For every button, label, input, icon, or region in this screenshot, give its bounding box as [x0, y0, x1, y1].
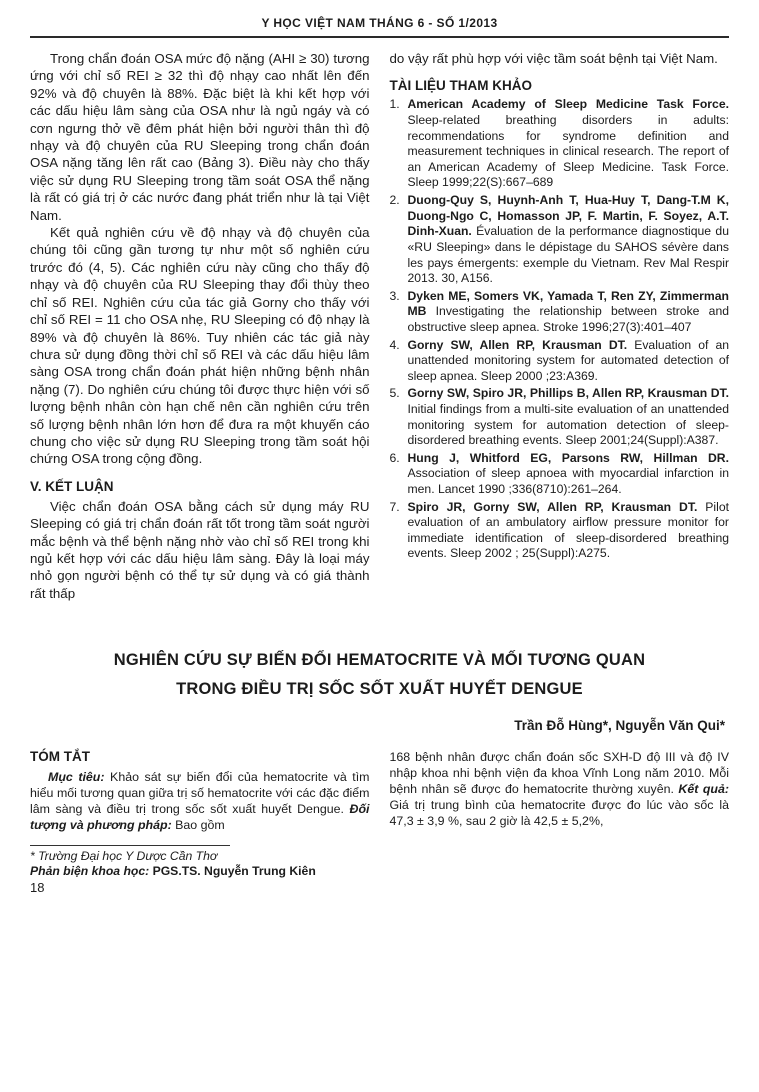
- article2-title: [30, 646, 729, 704]
- article1-left-column: [30, 50, 370, 602]
- reference-text: [408, 338, 730, 385]
- journal-header: [30, 16, 729, 38]
- article1-right-column: [390, 50, 730, 602]
- reference-detail: Sleep-related breathing disorders in adults: recommendations for syndrome definition and measurement techniques in clinical research. The report of an American Academy of Sleep Medicine. Task Force. Sleep 1999;22(S):667–689: [407, 113, 729, 190]
- reference-authors: Spiro JR, Gorny SW, Allen RP, Krausman DT.: [407, 499, 698, 514]
- reference-item: [390, 451, 730, 498]
- reference-text: [408, 97, 730, 191]
- reference-detail: Évaluation de la performance diagnostique du «RU Sleeping» dans le dépistage du SAHOS sévère dans les pays émergents: exemple du Vietnam. Rev Mal Respir 2013. 30, A156.: [407, 224, 729, 286]
- reference-item: [390, 289, 730, 336]
- reference-item: [390, 193, 730, 287]
- reference-number: 2.: [389, 193, 400, 208]
- footnote-affiliation: * Trường Đại học Y Dược Cần Thơ: [30, 848, 218, 863]
- abstract-objective-label: Mục tiêu:: [48, 769, 105, 784]
- page-number: 18: [30, 879, 45, 895]
- paragraph-study-comparison: Kết quả nghiên cứu về độ nhạy và độ chuyên của chúng tôi cũng gần tương tự như một số nghiên cứu trước đó (4, 5). Các nghiên cứu này cũng cho thấy độ nhạy và độ chuyên của RU Sleeping thay đổi thùy theo chỉ số REI. Nghiên cứu của tác giả Gorny cho thấy với chỉ số REI = 11 cho OSA nhẹ, RU Sleeping có độ nhạy là 89% và độ chuyên là 86%. Tuy nhiên các tác giả này chưa sử dụng đồng thời chỉ số REI và các dấu hiệu lâm sàng OSA trong chẩn đoán phát hiện những bệnh nhân nặng (7). Do nghiên cứu chúng tôi được thực hiện với số lượng bệnh nhân còn hạn chế nên cần nghiên cứu trên số lượng bệnh nhân lớn hơn để đưa ra một khuyến cáo chung cho việc sử dụng RU Sleeping trong tầm soát hội chứng OSA trong cộng đồng.: [30, 225, 370, 467]
- reference-number: 7.: [389, 499, 400, 514]
- footnote-reviewer: [30, 864, 370, 878]
- article1-body: [30, 50, 729, 602]
- footnote-reviewer-label: Phản biện khoa học:: [30, 863, 150, 878]
- reference-item: [390, 338, 730, 385]
- reference-detail: Association of sleep apnoea with myocardial infarction in men. Lancet 1990 ;336(8710):261–264.: [407, 466, 729, 497]
- reference-number: 5.: [389, 386, 400, 401]
- reference-detail: Pilot evaluation of an ambulatory airflow pressure monitor for immediate identification of sleep-disordered breathing events. Sleep 2002 ; 25(Suppl):A275.: [407, 499, 729, 561]
- reference-authors: Gorny SW, Allen RP, Krausman DT.: [407, 337, 628, 352]
- references-list: [390, 97, 730, 562]
- reference-authors: Duong-Quy S, Huynh-Anh T, Hua-Huy T, Dang-T.M K, Duong-Ngo C, Homasson JP, F. Martin, F. Soyez, A.T. Dinh-Xuan.: [407, 193, 729, 239]
- paragraph-conclusion: Việc chẩn đoán OSA bằng cách sử dụng máy RU Sleeping có giá trị chẩn đoán rất tốt trong tầm soát người mắc bệnh và thể bệnh nặng nhờ vào chỉ số REI trong khi ngủ kết hợp với các dấu hiệu lâm sàng. Đây là loại máy nhỏ gọn người bệnh có thể tự sử dụng và có giá thành rất thấp: [30, 498, 370, 601]
- section-heading-conclusion: V. KẾT LUẬN: [30, 478, 114, 494]
- reference-number: 1.: [389, 97, 400, 112]
- article2-title-line2: TRONG ĐIỀU TRỊ SỐC SỐT XUẤT HUYẾT DENGUE: [176, 680, 583, 699]
- reference-number: 3.: [389, 288, 400, 303]
- abstract-results-label: Kết quả:: [678, 781, 729, 796]
- paragraph-continuation: do vậy rất phù hợp với việc tầm soát bệnh tại Việt Nam.: [389, 51, 718, 66]
- abstract-methods-continuation: 168 bệnh nhân được chẩn đoán sốc SXH-D độ III và độ IV nhập khoa nhi bệnh viện đa khoa Vĩnh Long năm 2010. Mỗi bệnh nhân sẽ được đo hematocrite thường xuyên.: [389, 749, 729, 796]
- reference-item: [390, 386, 730, 448]
- abstract-results-text: Giá trị trung bình của hematocrite được đo lúc vào sốc là 47,3 ± 3,9 %, sau 2 giờ là 42,5 ± 5,2%,: [389, 797, 729, 828]
- section-heading-references: TÀI LIỆU THAM KHẢO: [389, 78, 532, 94]
- reference-text: [408, 193, 730, 287]
- reference-text: [408, 386, 730, 448]
- reference-detail: Investigating the relationship between stroke and obstructive sleep apnea. Stroke 1996;27(3):401–407: [407, 304, 729, 334]
- abstract-objective-text: Khảo sát sự biến đổi của hematocrite và tìm hiểu mối tương quan giữa trị số hematocrite với các đặc điểm lâm sàng và điều trị trong sốc sốt xuất huyết Dengue.: [30, 769, 370, 816]
- paragraph-osa-severity: Trong chẩn đoán OSA mức độ nặng (AHI ≥ 30) tương ứng với chỉ số REI ≥ 32 thì độ nhạy cao nhất lên đến 92% và độ chuyên là 88%. Đặc biệt là khi kết hợp với các dấu hiệu lâm sàng của OSA như là ngủ ngáy và có cơn ngưng thở về đêm phát hiện bởi người thân thì độ nhạy và độ chuyên của RU Sleeping trong chẩn đoán OSA nặng tăng lên rất cao (Bảng 3). Điều này cho thấy việc sử dụng RU Sleeping trong tầm soát OSA thể nặng là rất có giá trị ở các nước đang phát triển như là tại Việt Nam.: [30, 51, 370, 223]
- footnote-reviewer-name: PGS.TS. Nguyễn Trung Kiên: [152, 863, 316, 878]
- reference-authors: Hung J, Whitford EG, Parsons RW, Hillman DR.: [407, 450, 729, 465]
- reference-text: [408, 500, 730, 562]
- article2-authors: Trần Đỗ Hùng*, Nguyễn Văn Qui*: [514, 717, 725, 733]
- article2-header: [30, 646, 729, 733]
- reference-authors: Gorny SW, Spiro JR, Phillips B, Allen RP, Krausman DT.: [407, 386, 729, 401]
- footnote: [30, 845, 370, 878]
- reference-text: [408, 451, 730, 498]
- reference-item: [390, 500, 730, 562]
- abstract-methods-label: Đối tượng và phương pháp:: [30, 801, 370, 832]
- reference-authors: American Academy of Sleep Medicine Task Force.: [407, 97, 729, 112]
- article2-abstract: [30, 749, 729, 833]
- journal-header-title: Y HỌC VIỆT NAM THÁNG 6 - SỐ 1/2013: [261, 16, 498, 30]
- footnote-divider: [30, 845, 230, 846]
- reference-detail: Evaluation of an unattended monitoring system for automated detection of sleep apnea. Sleep 2000 ;23:A369.: [407, 337, 730, 383]
- abstract-text-right: [390, 749, 730, 829]
- reference-text: [408, 289, 730, 336]
- reference-number: 6.: [389, 450, 400, 465]
- reference-detail: Initial findings from a multi-site evaluation of an unattended monitoring system for automation detection of sleep-disordered breathing events. Sleep 2001;24(Suppl):A387.: [407, 401, 729, 448]
- reference-authors: Dyken ME, Somers VK, Yamada T, Ren ZY, Zimmerman MB: [407, 288, 729, 319]
- abstract-heading: TÓM TẮT: [30, 748, 90, 764]
- reference-number: 4.: [389, 337, 400, 352]
- abstract-right-column: [390, 749, 730, 833]
- abstract-left-column: [30, 749, 370, 833]
- abstract-text-left: [30, 769, 370, 833]
- article2-title-line1: NGHIÊN CỨU SỰ BIẾN ĐỔI HEMATOCRITE VÀ MỐI TƯƠNG QUAN: [113, 651, 646, 670]
- reference-item: [390, 97, 730, 191]
- abstract-methods-text: Bao gồm: [171, 817, 225, 832]
